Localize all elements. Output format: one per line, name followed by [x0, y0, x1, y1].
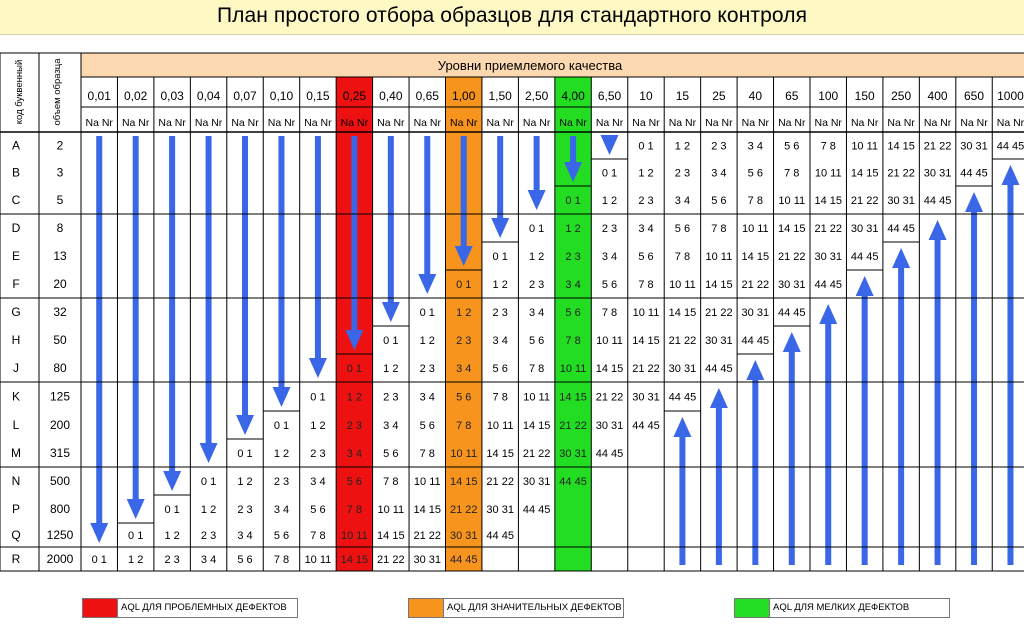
aql-level-label: 1,50 — [488, 89, 512, 103]
acceptance-value: 44 45 — [449, 554, 478, 566]
acceptance-value: 0 1 — [419, 307, 435, 319]
acceptance-value: 44 45 — [705, 363, 733, 375]
up-arrow-icon — [783, 332, 801, 352]
acceptance-value: 44 45 — [960, 167, 988, 180]
code-column-header: код буквенный — [14, 59, 25, 125]
acceptance-value: 21 22 — [559, 420, 587, 432]
acceptance-value: 30 31 — [887, 195, 915, 207]
acceptance-value: 3 4 — [747, 140, 763, 153]
acceptance-value: 10 11 — [596, 335, 623, 347]
acceptance-value: 14 15 — [741, 251, 770, 263]
aql-level-label: 25 — [712, 89, 726, 103]
acceptance-value: 7 8 — [784, 167, 800, 180]
acceptance-value: 0 1 — [528, 223, 545, 235]
acceptance-value: 7 8 — [638, 279, 654, 291]
acceptance-value: 1 2 — [310, 420, 326, 432]
acceptance-value: 3 4 — [383, 420, 399, 432]
acceptance-value: 5 6 — [747, 167, 763, 180]
acceptance-value: 14 15 — [850, 167, 879, 180]
acceptance-value: 3 4 — [237, 530, 253, 542]
acceptance-value: 1 2 — [492, 279, 508, 291]
down-arrow-icon — [418, 274, 436, 294]
acceptance-value: 5 6 — [273, 530, 290, 542]
acceptance-value: 3 4 — [601, 251, 618, 263]
row-code: N — [11, 474, 21, 488]
row-code: R — [11, 552, 21, 566]
aql-level-label: 6,50 — [597, 89, 622, 103]
acceptance-value: 5 6 — [711, 195, 727, 207]
na-nr-label: Na Nr — [741, 117, 770, 129]
up-arrow-icon — [856, 276, 874, 296]
acceptance-value: 2 3 — [492, 307, 508, 319]
acceptance-value: 14 15 — [632, 335, 660, 347]
acceptance-value: 10 11 — [632, 307, 660, 319]
row-code: F — [12, 277, 20, 291]
aql-level-label: 250 — [891, 89, 912, 103]
row-code: K — [11, 389, 21, 404]
acceptance-value: 10 11 — [669, 279, 696, 291]
acceptance-value: 30 31 — [449, 530, 478, 542]
row-code: H — [11, 333, 21, 347]
legend-label-major: AQL ДЛЯ ЗНАЧИТЕЛЬНЫХ ДЕФЕКТОВ — [444, 598, 624, 618]
acceptance-value: 2 3 — [419, 363, 435, 375]
acceptance-value: 2 3 — [273, 476, 290, 488]
aql-level-label: 10 — [639, 89, 653, 103]
acceptance-value: 30 31 — [741, 307, 770, 319]
acceptance-value: 2 3 — [528, 279, 545, 291]
acceptance-value: 3 4 — [492, 335, 508, 347]
down-arrow-icon — [491, 218, 509, 238]
down-arrow-icon — [272, 387, 290, 407]
acceptance-value: 30 31 — [960, 140, 988, 153]
down-arrow-icon — [382, 302, 400, 322]
acceptance-value: 5 6 — [674, 223, 691, 235]
acceptance-value: 14 15 — [449, 476, 478, 488]
acceptance-value: 5 6 — [456, 391, 472, 404]
aql-level-label: 0,01 — [87, 89, 111, 103]
acceptance-value: 5 6 — [528, 335, 545, 347]
aql-level-label: 650 — [964, 89, 985, 103]
acceptance-value: 44 45 — [923, 195, 952, 207]
acceptance-value: 10 11 — [377, 504, 405, 516]
down-arrow-icon — [127, 499, 145, 519]
acceptance-value: 44 45 — [595, 448, 624, 460]
acceptance-value: 1 2 — [164, 530, 180, 542]
legend-label-minor: AQL ДЛЯ МЕЛКИХ ДЕФЕКТОВ — [770, 598, 950, 618]
aql-level-label: 1000 — [997, 89, 1024, 103]
aql-level-label: 0,03 — [160, 89, 184, 103]
acceptance-value: 7 8 — [492, 391, 508, 404]
acceptance-value: 30 31 — [814, 251, 842, 263]
acceptance-value: 30 31 — [413, 554, 442, 566]
acceptance-value: 5 6 — [419, 420, 435, 432]
acceptance-value: 0 1 — [346, 363, 363, 375]
up-arrow-icon — [746, 360, 764, 380]
acceptance-value: 14 15 — [887, 140, 915, 153]
acceptance-value: 7 8 — [565, 335, 581, 347]
acceptance-value: 10 11 — [341, 530, 368, 542]
na-nr-label: Na Nr — [996, 117, 1024, 129]
acceptance-value: 1 2 — [273, 448, 290, 460]
acceptance-value: 7 8 — [419, 448, 435, 460]
acceptance-value: 5 6 — [638, 251, 654, 263]
row-sample-size: 125 — [49, 389, 71, 404]
acceptance-value: 10 11 — [523, 391, 550, 404]
acceptance-value: 5 6 — [310, 504, 326, 516]
aql-level-label: 400 — [927, 89, 948, 103]
acceptance-value: 2 3 — [565, 251, 581, 263]
acceptance-value: 3 4 — [456, 363, 472, 375]
down-arrow-icon — [200, 443, 218, 463]
na-nr-label: Na Nr — [850, 117, 879, 129]
na-nr-label: Na Nr — [522, 117, 551, 129]
acceptance-value: 1 2 — [346, 391, 363, 404]
acceptance-value: 7 8 — [273, 554, 290, 566]
acceptance-value: 0 1 — [128, 530, 144, 542]
acceptance-value: 7 8 — [383, 476, 399, 488]
acceptance-value: 5 6 — [383, 448, 399, 460]
acceptance-value: 21 22 — [377, 554, 405, 566]
acceptance-value: 2 3 — [310, 448, 326, 460]
acceptance-value: 10 11 — [851, 140, 879, 153]
acceptance-value: 7 8 — [346, 504, 363, 516]
up-arrow-icon — [892, 248, 910, 268]
acceptance-value: 7 8 — [310, 530, 326, 542]
acceptance-value: 3 4 — [711, 167, 727, 180]
acceptance-value: 44 45 — [996, 140, 1024, 153]
row-sample-size: 8 — [56, 221, 64, 235]
acceptance-value: 7 8 — [820, 140, 836, 153]
acceptance-value: 14 15 — [340, 554, 369, 566]
acceptance-value: 0 1 — [310, 391, 326, 404]
na-nr-label: Na Nr — [814, 117, 842, 129]
page-title: План простого отбора образцов для стандартного контроля — [216, 4, 808, 27]
acceptance-value: 2 3 — [237, 504, 253, 516]
acceptance-value: 5 6 — [237, 554, 253, 566]
acceptance-value: 7 8 — [601, 307, 618, 319]
acceptance-value: 21 22 — [486, 476, 514, 488]
acceptance-value: 2 3 — [601, 223, 618, 235]
row-sample-size: 5 — [56, 193, 64, 207]
acceptance-value: 0 1 — [237, 448, 253, 460]
down-arrow-icon — [601, 135, 619, 155]
aql-level-label: 15 — [675, 89, 690, 103]
aql-level-label: 0,40 — [379, 89, 403, 103]
down-arrow-icon — [528, 190, 546, 210]
size-column-header: объем образца — [52, 58, 63, 126]
acceptance-value: 44 45 — [632, 420, 660, 432]
acceptance-value: 44 45 — [814, 279, 842, 291]
acceptance-value: 3 4 — [565, 279, 581, 291]
na-nr-label: Na Nr — [340, 117, 369, 129]
acceptance-value: 3 4 — [674, 195, 691, 207]
row-sample-size: 2000 — [46, 552, 74, 566]
acceptance-value: 1 2 — [528, 251, 545, 263]
acceptance-value: 2 3 — [383, 391, 399, 404]
down-arrow-icon — [90, 523, 108, 543]
aql-level-label: 0,25 — [342, 89, 367, 103]
acceptance-value: 10 11 — [814, 167, 842, 180]
row-sample-size: 315 — [49, 446, 71, 460]
legend-swatch-minor — [734, 598, 770, 618]
acceptance-value: 21 22 — [814, 223, 842, 235]
acceptance-value: 1 2 — [674, 140, 691, 153]
aql-level-label: 0,04 — [196, 89, 221, 103]
up-arrow-icon — [710, 388, 728, 408]
acceptance-value: 7 8 — [711, 223, 727, 235]
acceptance-value: 5 6 — [784, 140, 800, 153]
na-nr-label: Na Nr — [194, 117, 223, 129]
row-sample-size: 80 — [53, 361, 67, 375]
acceptance-value: 2 3 — [711, 140, 727, 153]
up-arrow-icon — [929, 220, 947, 240]
na-nr-label: Na Nr — [450, 117, 478, 129]
acceptance-value: 1 2 — [456, 307, 472, 319]
na-nr-label: Na Nr — [559, 117, 587, 129]
row-code: J — [13, 361, 19, 375]
acceptance-value: 5 6 — [492, 363, 508, 375]
aql-level-label: 4,00 — [561, 89, 585, 103]
acceptance-value: 30 31 — [850, 223, 879, 235]
acceptance-value: 14 15 — [559, 391, 587, 404]
aql-level-label: 65 — [785, 89, 799, 103]
aql-level-label: 1,00 — [452, 89, 476, 103]
aql-level-label: 100 — [818, 89, 839, 103]
acceptance-value: 7 8 — [747, 195, 763, 207]
acceptance-value: 21 22 — [850, 195, 879, 207]
aql-level-label: 40 — [748, 89, 763, 103]
acceptance-value: 14 15 — [413, 504, 442, 516]
acceptance-value: 0 1 — [601, 167, 618, 180]
up-arrow-icon — [673, 417, 691, 437]
row-sample-size: 3 — [56, 165, 64, 180]
acceptance-value: 21 22 — [778, 251, 806, 263]
acceptance-value: 3 4 — [310, 476, 326, 488]
row-code: A — [11, 138, 21, 153]
acceptance-value: 10 11 — [304, 554, 332, 566]
up-arrow-icon — [819, 304, 837, 324]
acceptance-value: 0 1 — [383, 335, 399, 347]
row-sample-size: 1250 — [46, 528, 74, 542]
acceptance-value: 10 11 — [450, 448, 478, 460]
na-nr-label: Na Nr — [923, 117, 952, 129]
row-sample-size: 200 — [49, 418, 71, 432]
acceptance-value: 7 8 — [456, 420, 472, 432]
acceptance-value: 3 4 — [200, 554, 217, 566]
legend-label-critical: AQL ДЛЯ ПРОБЛЕМНЫХ ДЕФЕКТОВ — [118, 598, 298, 618]
na-nr-label: Na Nr — [705, 117, 733, 129]
aql-level-label: 2,50 — [524, 89, 549, 103]
acceptance-value: 0 1 — [273, 420, 290, 432]
na-nr-label: Na Nr — [158, 117, 186, 129]
row-sample-size: 2 — [56, 138, 64, 153]
acceptance-value: 30 31 — [595, 420, 624, 432]
acceptance-value: 10 11 — [778, 195, 806, 207]
acceptance-value: 14 15 — [705, 279, 733, 291]
row-code: G — [11, 305, 21, 319]
acceptance-value: 30 31 — [559, 448, 587, 460]
acceptance-value: 10 11 — [559, 363, 587, 375]
na-nr-label: Na Nr — [85, 117, 113, 129]
row-sample-size: 50 — [53, 333, 67, 347]
acceptance-value: 21 22 — [522, 448, 551, 460]
row-sample-size: 13 — [53, 249, 67, 263]
acceptance-value: 3 4 — [273, 504, 290, 516]
acceptance-value: 3 4 — [638, 223, 654, 235]
acceptance-value: 14 15 — [814, 195, 842, 207]
acceptance-value: 44 45 — [559, 476, 587, 488]
up-arrow-icon — [1001, 165, 1019, 185]
acceptance-value: 0 1 — [200, 476, 217, 488]
acceptance-value: 14 15 — [486, 448, 514, 460]
na-nr-label: Na Nr — [486, 117, 514, 129]
acceptance-value: 1 2 — [565, 223, 581, 235]
na-nr-label: Na Nr — [267, 117, 296, 129]
down-arrow-icon — [163, 471, 181, 491]
row-code: L — [12, 418, 20, 432]
acceptance-value: 0 1 — [91, 554, 107, 566]
na-nr-label: Na Nr — [413, 117, 441, 129]
na-nr-label: Na Nr — [304, 117, 332, 129]
acceptance-value: 30 31 — [923, 167, 952, 180]
acceptance-value: 2 3 — [638, 195, 654, 207]
na-nr-label: Na Nr — [595, 117, 624, 129]
acceptance-value: 21 22 — [595, 391, 624, 404]
acceptance-value: 30 31 — [522, 476, 551, 488]
acceptance-value: 21 22 — [887, 167, 915, 180]
acceptance-value: 1 2 — [383, 363, 399, 375]
acceptance-value: 44 45 — [486, 530, 514, 542]
acceptance-value: 44 45 — [850, 251, 879, 263]
acceptance-value: 44 45 — [887, 223, 915, 235]
acceptance-value: 5 6 — [346, 476, 363, 488]
na-nr-label: Na Nr — [668, 117, 697, 129]
row-sample-size: 32 — [53, 305, 67, 319]
row-code: P — [11, 502, 21, 516]
acceptance-value: 21 22 — [668, 335, 697, 347]
acceptance-value: 21 22 — [741, 279, 770, 291]
aql-level-label: 0,15 — [306, 89, 330, 103]
row-code: D — [11, 221, 21, 235]
aql-level-label: 0,10 — [269, 89, 294, 103]
row-code: Q — [11, 528, 21, 542]
aql-level-label: 0,65 — [415, 89, 439, 103]
acceptance-value: 14 15 — [522, 420, 551, 432]
acceptance-value: 44 45 — [741, 335, 770, 347]
acceptance-value: 5 6 — [565, 307, 581, 319]
na-nr-label: Na Nr — [778, 117, 806, 129]
acceptance-value: 10 11 — [486, 420, 514, 432]
down-arrow-icon — [236, 415, 254, 435]
acceptance-value: 0 1 — [565, 195, 581, 207]
acceptance-value: 3 4 — [528, 307, 545, 319]
acceptance-value: 30 31 — [705, 335, 733, 347]
acceptance-value: 7 8 — [528, 363, 545, 375]
row-sample-size: 500 — [49, 474, 71, 488]
acceptance-value: 14 15 — [377, 530, 405, 542]
row-code: C — [11, 193, 21, 207]
acceptance-value: 44 45 — [668, 391, 697, 404]
legend-swatch-critical — [82, 598, 118, 618]
acceptance-value: 1 2 — [200, 504, 217, 516]
acceptance-value: 44 45 — [778, 307, 806, 319]
aql-level-label: 0,02 — [123, 89, 148, 103]
acceptance-value: 1 2 — [128, 554, 144, 566]
acceptance-value: 2 3 — [674, 167, 691, 180]
acceptance-value: 44 45 — [522, 504, 551, 516]
up-arrow-icon — [965, 192, 983, 212]
acceptance-value: 7 8 — [674, 251, 691, 263]
acceptance-value: 1 2 — [601, 195, 618, 207]
acceptance-value: 1 2 — [237, 476, 253, 488]
aql-level-label: 150 — [854, 89, 875, 103]
acceptance-value: 10 11 — [705, 251, 733, 263]
acceptance-value: 3 4 — [346, 448, 363, 460]
acceptance-value: 14 15 — [668, 307, 697, 319]
na-nr-label: Na Nr — [887, 117, 915, 129]
na-nr-label: Na Nr — [960, 117, 988, 129]
acceptance-value: 30 31 — [668, 363, 697, 375]
down-arrow-icon — [309, 358, 327, 378]
acceptance-value: 0 1 — [456, 279, 472, 291]
acceptance-value: 1 2 — [638, 167, 654, 180]
na-nr-label: Na Nr — [121, 117, 150, 129]
aql-level-label: 0,07 — [233, 89, 257, 103]
acceptance-value: 0 1 — [492, 251, 508, 263]
acceptance-value: 30 31 — [778, 279, 806, 291]
acceptance-value: 0 1 — [164, 504, 180, 516]
acceptance-value: 3 4 — [419, 391, 435, 404]
acceptance-value: 21 22 — [413, 530, 442, 542]
row-code: E — [11, 249, 21, 263]
acceptance-value: 0 1 — [638, 140, 654, 153]
row-code: M — [11, 446, 21, 460]
acceptance-value: 21 22 — [632, 363, 660, 375]
row-code: B — [11, 165, 21, 180]
acceptance-value: 10 11 — [413, 476, 441, 488]
acceptance-value: 5 6 — [601, 279, 618, 291]
legend-swatch-major — [408, 598, 444, 618]
row-sample-size: 20 — [53, 277, 67, 291]
acceptance-value: 2 3 — [456, 335, 472, 347]
na-nr-label: Na Nr — [377, 117, 405, 129]
na-nr-label: Na Nr — [632, 117, 660, 129]
acceptance-value: 21 22 — [923, 140, 952, 153]
acceptance-value: 10 11 — [741, 223, 769, 235]
row-sample-size: 800 — [49, 502, 71, 516]
acceptance-value: 21 22 — [705, 307, 733, 319]
acceptance-value: 2 3 — [346, 420, 363, 432]
acceptance-value: 30 31 — [486, 504, 514, 516]
acceptance-value: 2 3 — [200, 530, 217, 542]
aql-header-label: Уровни приемлемого качества — [437, 58, 623, 73]
acceptance-value: 14 15 — [595, 363, 624, 375]
acceptance-value: 1 2 — [419, 335, 435, 347]
acceptance-value: 30 31 — [632, 391, 660, 404]
acceptance-value: 21 22 — [449, 504, 478, 516]
acceptance-value: 14 15 — [778, 223, 806, 235]
acceptance-value: 2 3 — [164, 554, 180, 566]
na-nr-label: Na Nr — [231, 117, 259, 129]
